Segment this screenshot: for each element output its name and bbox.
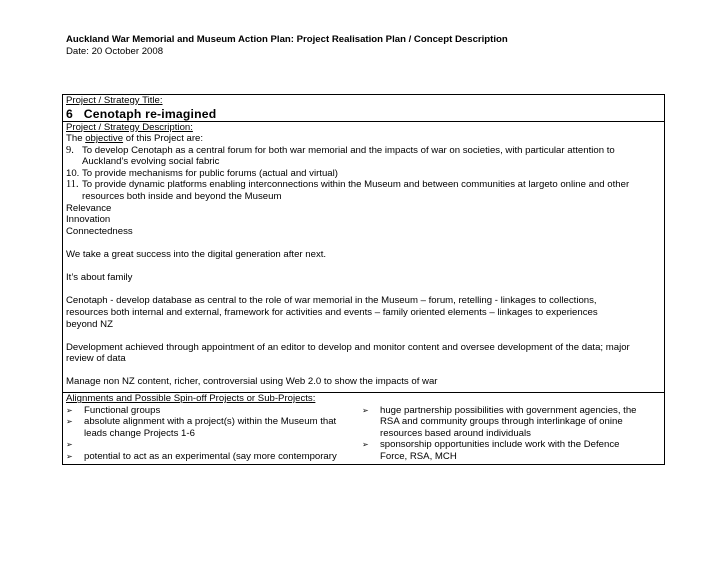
item-number: 9. <box>66 144 74 156</box>
description-label: Project / Strategy Description: <box>66 121 193 133</box>
objective-intro <box>66 133 661 145</box>
bullet-line: huge partnership possibilities with government agencies, the <box>380 404 637 416</box>
objective-item <box>66 179 661 202</box>
item-line: Auckland’s evolving social fabric <box>82 156 220 168</box>
paragraph-line: Cenotaph - develop database as central to the role of war memorial in the Museum – forum, retelling - linkages to collections, <box>66 295 597 307</box>
objective-item <box>66 145 661 168</box>
value-relevance: Relevance <box>66 202 112 214</box>
arrow-bullet-icon: ➢ <box>362 405 369 415</box>
alignments-label: Alignments and Possible Spin-off Projects or Sub-Projects: <box>66 393 316 405</box>
bullet-line: RSA and community groups through interlinkage of onine <box>380 416 623 428</box>
document-date: Date: 20 October 2008 <box>66 46 164 57</box>
objective-suffix: of this Project are: <box>123 133 204 144</box>
bullet-item <box>362 405 661 440</box>
item-line: To provide dynamic platforms enabling interconnections within the Museum and between communities at largeto online and other <box>82 179 630 191</box>
item-text <box>82 145 615 168</box>
arrow-bullet-icon: ➢ <box>66 405 73 415</box>
arrow-bullet-icon: ➢ <box>66 417 73 427</box>
title-section <box>63 95 664 122</box>
bullet-line: Force, RSA, MCH <box>380 450 457 462</box>
paragraph-line: beyond NZ <box>66 318 113 330</box>
item-number: 11. <box>66 179 79 191</box>
bullet-text: potential to act as an experimental (say more contemporary <box>84 450 337 462</box>
document-title: Auckland War Memorial and Museum Action Plan: Project Realisation Plan / Concept Description <box>66 34 508 45</box>
bullet-text: Functional groups <box>84 404 161 416</box>
item-line: To develop Cenotaph as a central forum for both war memorial and the impacts of war on societies, with particular attention to <box>82 144 615 156</box>
item-text <box>82 179 629 202</box>
bullet-item <box>66 451 362 463</box>
bullet-line: leads change Projects 1-6 <box>84 427 195 439</box>
bullet-item <box>66 439 362 451</box>
arrow-bullet-icon: ➢ <box>362 440 369 450</box>
bullet-text <box>84 416 336 439</box>
paragraph: It’s about family <box>66 272 133 284</box>
item-line: resources both inside and beyond the Museum <box>82 190 282 202</box>
description-section <box>63 122 664 394</box>
objective-item <box>66 168 661 180</box>
alignments-left-column <box>66 405 362 463</box>
project-name: Cenotaph re-imagined <box>83 106 217 121</box>
value-connectedness: Connectedness <box>66 225 133 237</box>
title-label: Project / Strategy Title: <box>66 95 163 106</box>
item-line: To provide mechanisms for public forums (actual and virtual) <box>82 167 338 179</box>
bullet-item <box>362 439 661 462</box>
value-innovation: Innovation <box>66 214 111 226</box>
objective-prefix: The <box>66 133 86 144</box>
alignments-columns <box>66 405 661 463</box>
project-number: 6 <box>66 106 73 121</box>
item-number: 10. <box>66 167 80 179</box>
bullet-item <box>66 416 362 439</box>
alignments-section <box>63 393 664 463</box>
bullet-line: resources based around individuals <box>380 427 531 439</box>
bullet-line: sponsorship opportunities include work with the Defence <box>380 439 620 451</box>
alignments-right-column <box>362 405 661 463</box>
arrow-bullet-icon: ➢ <box>66 440 73 450</box>
bullet-text <box>380 405 637 440</box>
paragraph: Manage non NZ content, richer, controversial using Web 2.0 to show the impacts of war <box>66 376 438 388</box>
paragraph-line: Development achieved through appointment of an editor to develop and monitor content and oversee development of the data; major <box>66 341 630 353</box>
project-table <box>62 94 665 465</box>
project-title <box>66 107 661 121</box>
arrow-bullet-icon: ➢ <box>66 451 73 461</box>
bullet-line: absolute alignment with a project(s) within the Museum that <box>84 416 337 428</box>
paragraph-line: resources both internal and external, framework for activities and events – family oriented elements – linkages to experiences <box>66 306 598 318</box>
paragraph-line: review of data <box>66 353 126 365</box>
bullet-item <box>66 405 362 417</box>
document-header <box>66 34 508 58</box>
bullet-text <box>380 439 619 462</box>
paragraph: We take a great success into the digital generation after next. <box>66 248 327 260</box>
objective-word: objective <box>85 133 124 144</box>
